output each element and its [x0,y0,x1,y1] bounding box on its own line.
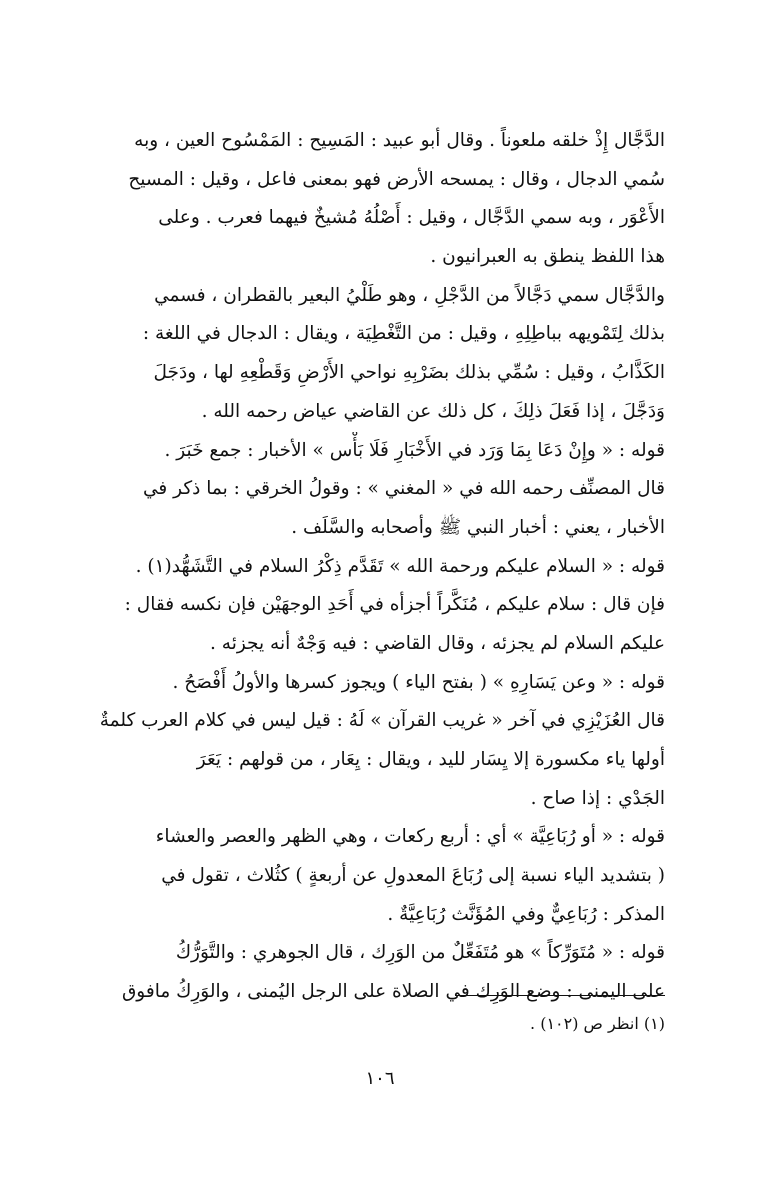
text-line: الدَّجَّال إِذْ خلقه ملعوناً . وقال أبو عبيد : المَسِيح : المَمْسُوح العين ، وبه [134,130,665,151]
text-line: أولها ياء مكسورة إلا يِسَار لليد ، ويقال : يِعَار ، من قولهم : يَعَرَ [196,749,665,770]
text-line: بذلك لِتَمْويهه بباطِلِهِ ، وقيل : من التَّغْطِيَة ، ويقال : الدجال في اللغة : [142,323,665,345]
text-line: قوله : « وعن يَسَارِهِ » ( بفتح الياء ) ويجوز كسرها والأولُ أَفْصَحُ . [172,671,665,693]
text-line: ( بتشديد الياء نسبة إلى رُبَاعَ المعدولِ عن أربعةٍ ) كثُلاث ، تقول في [161,865,665,887]
text-line: على اليمنى : وضع الوَرِك في الصلاة على الرجل اليُمنى ، والوَرِكُ مافوق [121,981,665,1003]
text-line: الجَدْي : إذا صاح . [530,787,665,809]
text-line: قوله : « وإِنْ دَعَا بِمَا وَرَد في الأَخْبَارِ فَلَا بَأْس » الأخبار : جمع خَبَرَ . [164,439,665,461]
text-line: سُمي الدجال ، وقال : يمسحه الأرض فهو بمعنى فاعل ، وقيل : المسيح [128,168,665,190]
page-number: ١٠٦ [365,1068,395,1089]
text-line: فإن قال : سلام عليكم ، مُنَكَّراً أجزأه في أَحَدِ الوجهَيْن فإن نكسه فقال : [124,594,665,616]
text-line: والدَّجَّال سمي دَجَّالاً من الدَّجْلِ ، وهو طَلْيُ البعير بالقطران ، فسمي [154,284,665,306]
text-line: قال المصنِّف رحمه الله في « المغني » : وقولُ الخرقي : بما ذكر في [142,478,665,500]
text-line: قوله : « مُتَوَرِّكاً » هو مُتَفَعِّلٌ من الوَرِك ، قال الجوهري : والتَّوَرُّكُ [175,942,665,964]
text-line: قال العُزَيْزِي في آخر « غريب القرآن » لَهُ : قيل ليس في كلام العرب كلمةٌ [99,710,665,732]
text-line: المذكر : رُبَاعِيٌّ وفي المُؤَنَّث رُبَاعِيَّةٌ . [387,903,665,925]
text-line: وَدَجَّلَ ، إذا فَعَلَ ذلِكَ ، كل ذلك عن القاضي عياض رحمه الله . [201,400,665,422]
text-line: قوله : « أو رُبَاعِيَّة » أي : أربع ركعات ، وهي الظهر والعصر والعشاء [155,826,665,848]
footnote-divider [455,995,665,996]
footnote: (١) انظر ص (١٠٢) . [530,1014,665,1033]
text-line: الكَذَّابُ ، وقيل : سُمِّي بذلك بضَرْبِهِ نواحي الأَرْضِ وَقَطْعِهِ لها ، ودَجَلَ [153,362,665,384]
text-line: عليكم السلام لم يجزئه ، وقال القاضي : فيه وَجْهٌ أنه يجزئه . [210,632,665,654]
main-text [95,122,665,1012]
text-line: هذا اللفظ ينطق به العبرانيون . [430,246,665,268]
text-line: قوله : « السلام عليكم ورحمة الله » تَقَدَّم ذِكْرُ السلام في التَّشَهُّد(١) . [135,555,665,577]
text-line: الأخبار ، يعني : أخبار النبي ﷺ وأصحابه والسَّلَف . [291,516,665,538]
text-line: الأَعْوَر ، وبه سمي الدَّجَّال ، وقيل : أَصْلُهُ مُشيخٌ فيهما فعرب . وعلى [158,207,665,229]
